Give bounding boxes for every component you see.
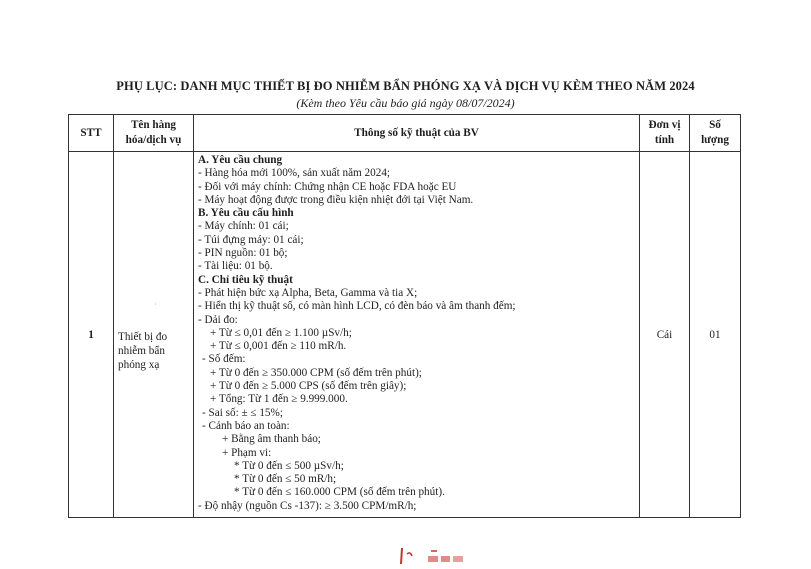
row-stt: 1: [69, 152, 114, 518]
header-specs: Thông số kỹ thuật của BV: [194, 115, 640, 152]
spec-line: - Sai số: ± ≤ 15%;: [202, 406, 283, 419]
spec-line: * Từ 0 đến ≤ 500 µSv/h;: [234, 459, 344, 472]
spec-line: + Bằng âm thanh báo;: [222, 433, 321, 446]
spec-line: - Hàng hóa mới 100%, sản xuất năm 2024;: [198, 167, 391, 180]
spec-line: - PIN nguồn: 01 bộ;: [198, 247, 288, 260]
spec-line: - Đối với máy chính: Chứng nhận CE hoặc FDA hoặc EU: [198, 180, 457, 193]
spec-section-a-title: A. Yêu cầu chung: [198, 154, 283, 166]
row-unit: Cái: [640, 152, 690, 518]
spec-section-b-title: B. Yêu cầu cấu hình: [198, 207, 294, 220]
row-item-name: · Thiết bị đo nhiễm bẩn phóng xạ: [114, 152, 194, 518]
spec-line: - Tài liệu: 01 bộ.: [198, 260, 273, 273]
document-subtitle: (Kèm theo Yêu cầu báo giá ngày 08/07/2024): [296, 96, 515, 110]
equipment-table: [68, 114, 741, 518]
spec-line: + Phạm vi:: [222, 446, 272, 459]
spec-line: + Từ 0 đến ≥ 5.000 CPS (số đếm trên giây);: [210, 380, 407, 393]
table-header-row: [69, 115, 741, 152]
spec-line: - Máy hoạt động được trong điều kiện nhiệt đới tại Việt Nam.: [198, 193, 474, 206]
spec-line: + Tổng: Từ 1 đến ≥ 9.999.000.: [210, 393, 348, 406]
header-stt: STT: [69, 115, 114, 152]
spec-line: + Từ ≤ 0,001 đến ≥ 110 mR/h.: [210, 340, 347, 353]
spec-line: - Cảnh báo an toàn:: [202, 419, 290, 432]
header-quantity: Số lượng: [690, 115, 741, 152]
spec-line: * Từ 0 đến ≤ 160.000 CPM (số đếm trên phút).: [234, 486, 445, 499]
spec-line: - Máy chính: 01 cái;: [198, 220, 289, 233]
spec-line: - Số đếm:: [202, 353, 246, 366]
header-item-name: Tên hàng hóa/dịch vụ: [114, 115, 194, 152]
spec-line: * Từ 0 đến ≤ 50 mR/h;: [234, 473, 337, 486]
spec-line: - Độ nhậy (nguồn Cs -137): ≥ 3.500 CPM/mR/h;: [198, 499, 417, 512]
header-unit: Đơn vị tính: [640, 115, 690, 152]
red-stamp-fragment: [398, 546, 476, 568]
spec-line: - Dải đo:: [198, 313, 238, 326]
spec-line: + Từ ≤ 0,01 đến ≥ 1.100 µSv/h;: [210, 326, 352, 339]
spec-line: - Phát hiện bức xạ Alpha, Beta, Gamma và tia X;: [198, 286, 418, 299]
scan-dot: ·: [154, 299, 157, 309]
document-title: PHỤ LỤC: DANH MỤC THIẾT BỊ ĐO NHIỄM BẨN PHÓNG XẠ VÀ DỊCH VỤ KÈM THEO NĂM 2024: [116, 79, 695, 93]
spec-line: - Túi đựng máy: 01 cái;: [198, 233, 304, 246]
spec-line: + Từ 0 đến ≥ 350.000 CPM (số đếm trên phút);: [210, 366, 422, 379]
row-quantity: 01: [690, 152, 741, 518]
row-specs: [194, 152, 640, 518]
spec-line: - Hiển thị kỹ thuật số, có màn hình LCD, có đèn báo và âm thanh đếm;: [198, 300, 516, 313]
table-row: [69, 152, 741, 518]
spec-section-c-title: C. Chỉ tiêu kỹ thuật: [198, 273, 293, 286]
